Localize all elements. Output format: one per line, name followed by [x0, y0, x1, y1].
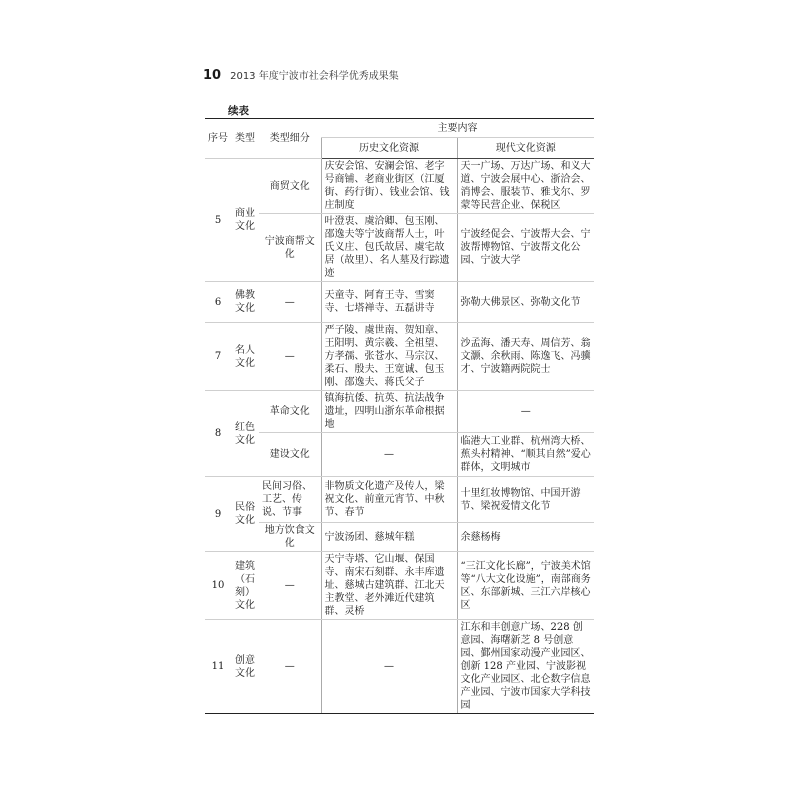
modern-cell: 临港大工业群、杭州湾大桥、蕉头村精神、“顺其自然”爱心群体，文明城市	[457, 433, 594, 477]
historical-cell: 非物质文化遗产及传人，梁祝文化、前童元宵节、中秋节、春节	[321, 477, 457, 523]
table-row	[205, 159, 594, 214]
historical-cell: —	[321, 620, 457, 714]
historical-cell: 镇海抗倭、抗英、抗法战争遗址，四明山浙东革命根据地	[321, 391, 457, 433]
modern-cell: 弥勒大佛景区、弥勒文化节	[457, 282, 594, 323]
table-row	[205, 523, 594, 552]
subtype-cell: —	[259, 282, 321, 323]
seq-cell: 6	[205, 282, 231, 323]
seq-cell: 7	[205, 323, 231, 391]
subtype-cell: 宁波商帮文化	[259, 214, 321, 282]
type-cell: 商业文化	[231, 159, 259, 282]
modern-cell: 十里红妆博物馆、中国开游节、梁祝爱情文化节	[457, 477, 594, 523]
header-subtype: 类型细分	[259, 119, 321, 159]
historical-cell: 庆安会馆、安澜会馆、老字号商铺、老商业街区（江厦街、药行街）、钱业会馆、钱庄制度	[321, 159, 457, 214]
seq-cell: 9	[205, 477, 231, 552]
table-row	[205, 323, 594, 391]
seq-cell: 8	[205, 391, 231, 477]
table-row	[205, 552, 594, 620]
seq-cell: 11	[205, 620, 231, 714]
subtype-cell: —	[259, 323, 321, 391]
table-header-row	[205, 119, 594, 138]
header-type: 类型	[231, 119, 259, 159]
historical-cell: 叶澄衷、虞洽卿、包玉刚、邵逸夫等宁波商帮人士，叶氏义庄、包氏故居、虞宅故居（故里）、名人墓及行踪遗迹	[321, 214, 457, 282]
table-row	[205, 477, 594, 523]
historical-cell: 天宁寺塔、它山堰、保国寺、南宋石刻群、永丰库遗址、慈城古建筑群、江北天主教堂、老外滩近代建筑群、灵桥	[321, 552, 457, 620]
historical-cell: —	[321, 433, 457, 477]
header-seq: 序号	[205, 119, 231, 159]
subtype-cell: 民间习俗、工艺、传说、节事	[259, 477, 321, 523]
table-row	[205, 282, 594, 323]
subtype-cell: —	[259, 552, 321, 620]
type-cell: 名人文化	[231, 323, 259, 391]
seq-cell: 10	[205, 552, 231, 620]
table-row	[205, 620, 594, 714]
page-header	[203, 67, 399, 87]
modern-cell: 余慈杨梅	[457, 523, 594, 552]
subtype-cell: 商贸文化	[259, 159, 321, 214]
subtype-cell: —	[259, 620, 321, 714]
type-cell: 建筑（石刻）文化	[231, 552, 259, 620]
culture-resources-table	[205, 118, 594, 714]
table-row	[205, 214, 594, 282]
page-number: 10	[203, 68, 222, 83]
type-cell: 创意文化	[231, 620, 259, 714]
modern-cell: 宁波经促会、宁波帮大会、宁波帮博物馆、宁波帮文化公园、宁波大学	[457, 214, 594, 282]
table-row	[205, 433, 594, 477]
seq-cell: 5	[205, 159, 231, 282]
header-historical: 历史文化资源	[321, 138, 457, 159]
subtype-cell: 建设文化	[259, 433, 321, 477]
type-cell: 民俗文化	[231, 477, 259, 552]
table-row	[205, 391, 594, 433]
subtype-cell: 地方饮食文化	[259, 523, 321, 552]
modern-cell: 天一广场、万达广场、和义大道、宁波会展中心、浙洽会、消博会、服装节、雅戈尔、罗蒙等民营企业、保税区	[457, 159, 594, 214]
modern-cell: 沙孟海、潘天寿、周信芳、翁文灏、余秋雨、陈逸飞、冯骥才、宁波籍两院院士	[457, 323, 594, 391]
book-title: 2013 年度宁波市社会科学优秀成果集	[230, 71, 399, 82]
historical-cell: 宁波汤团、慈城年糕	[321, 523, 457, 552]
type-cell: 佛教文化	[231, 282, 259, 323]
continued-label: 续表	[228, 105, 249, 117]
modern-cell: “三江文化长廊”，宁波美术馆等“八大文化设施”，南部商务区、东部新城、三江六岸核心区	[457, 552, 594, 620]
modern-cell: —	[457, 391, 594, 433]
subtype-cell: 革命文化	[259, 391, 321, 433]
modern-cell: 江东和丰创意广场、228 创意园、海曙新芝 8 号创意园、鄞州国家动漫产业园区、创新 128 产业园、宁波影视文化产业园区、北仑数字信息产业园、宁波市国家大学科技园	[457, 620, 594, 714]
header-main-content: 主要内容	[321, 119, 594, 138]
historical-cell: 严子陵、虞世南、贺知章、王阳明、黄宗羲、全祖望、方孝孺、张苍水、马宗汉、柔石、殷夫、王宽诚、包玉刚、邵逸夫、蒋氏父子	[321, 323, 457, 391]
type-cell: 红色文化	[231, 391, 259, 477]
header-modern: 现代文化资源	[457, 138, 594, 159]
historical-cell: 天童寺、阿育王寺、雪窦寺、七塔禅寺、五磊讲寺	[321, 282, 457, 323]
